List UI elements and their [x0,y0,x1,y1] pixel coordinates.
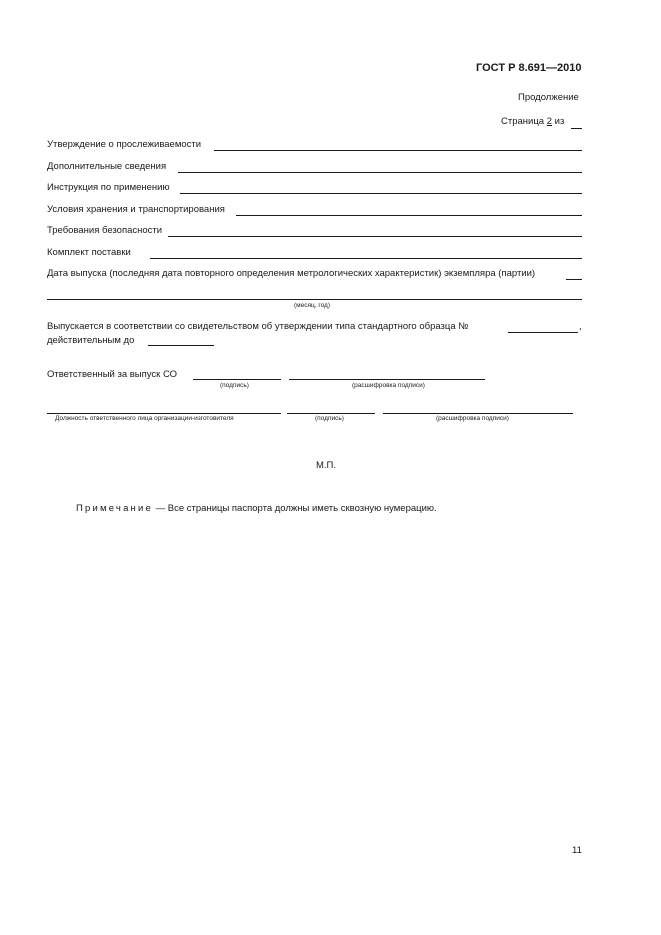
field-line-kit[interactable] [150,258,582,259]
field-line-traceability[interactable] [214,150,582,151]
certificate-text: Выпускается в соответствии со свидетельством об утверждении типа стандартного образца № [47,321,469,332]
note-text: — Все страницы паспорта должны иметь сквозную нумерацию. [153,503,437,514]
manufacturer-decoding-line[interactable] [383,413,573,414]
note [76,503,437,514]
responsible-label: Ответственный за выпуск СО [47,369,178,380]
field-label-kit: Комплект поставки [47,247,131,258]
signature-caption: (подпись) [220,382,249,389]
field-label-storage: Условия хранения и транспортирования [47,204,225,215]
field-line-instructions[interactable] [180,193,582,194]
continuation-label: Продолжение [518,92,579,103]
responsible-signature-line[interactable] [193,379,281,380]
standard-number: ГОСТ Р 8.691—2010 [476,62,582,74]
page-current: 2 [546,116,552,127]
certificate-number-line[interactable] [508,332,578,333]
responsible-decoding-line[interactable] [289,379,485,380]
page-number: 11 [572,845,582,856]
position-line[interactable] [47,413,281,414]
note-label: Примечание [76,503,153,514]
field-line-storage[interactable] [236,215,582,216]
field-line-release-date[interactable] [47,299,582,300]
valid-until-line[interactable] [148,345,214,346]
field-label-safety: Требования безопасности [47,225,163,236]
decoding-caption-2: (расшифровка подписи) [436,415,509,422]
field-line-additional[interactable] [178,172,582,173]
page-prefix: Страница [501,116,545,127]
field-label-instructions: Инструкция по применению [47,182,170,193]
field-label-traceability: Утверждение о прослеживаемости [47,139,202,150]
field-line-release-date-end[interactable] [566,279,582,280]
certificate-comma: , [579,321,582,332]
signature-caption-2: (подпись) [315,415,344,422]
position-caption: Должность ответственного лица организации-изготовителя [55,415,234,422]
valid-until-label: действительным до [47,335,135,346]
page-suffix: из [554,116,565,127]
page-counter [501,116,564,127]
field-label-additional: Дополнительные сведения [47,161,167,172]
manufacturer-signature-line[interactable] [287,413,375,414]
stamp-label: М.П. [316,460,337,471]
decoding-caption: (расшифровка подписи) [352,382,425,389]
field-line-safety[interactable] [168,236,582,237]
page-total-blank[interactable] [571,128,582,129]
field-label-release-date: Дата выпуска (последняя дата повторного определения метрологических характеристик) экземпляра (партии) [47,268,536,279]
month-year-caption: (месяц, год) [294,302,331,309]
